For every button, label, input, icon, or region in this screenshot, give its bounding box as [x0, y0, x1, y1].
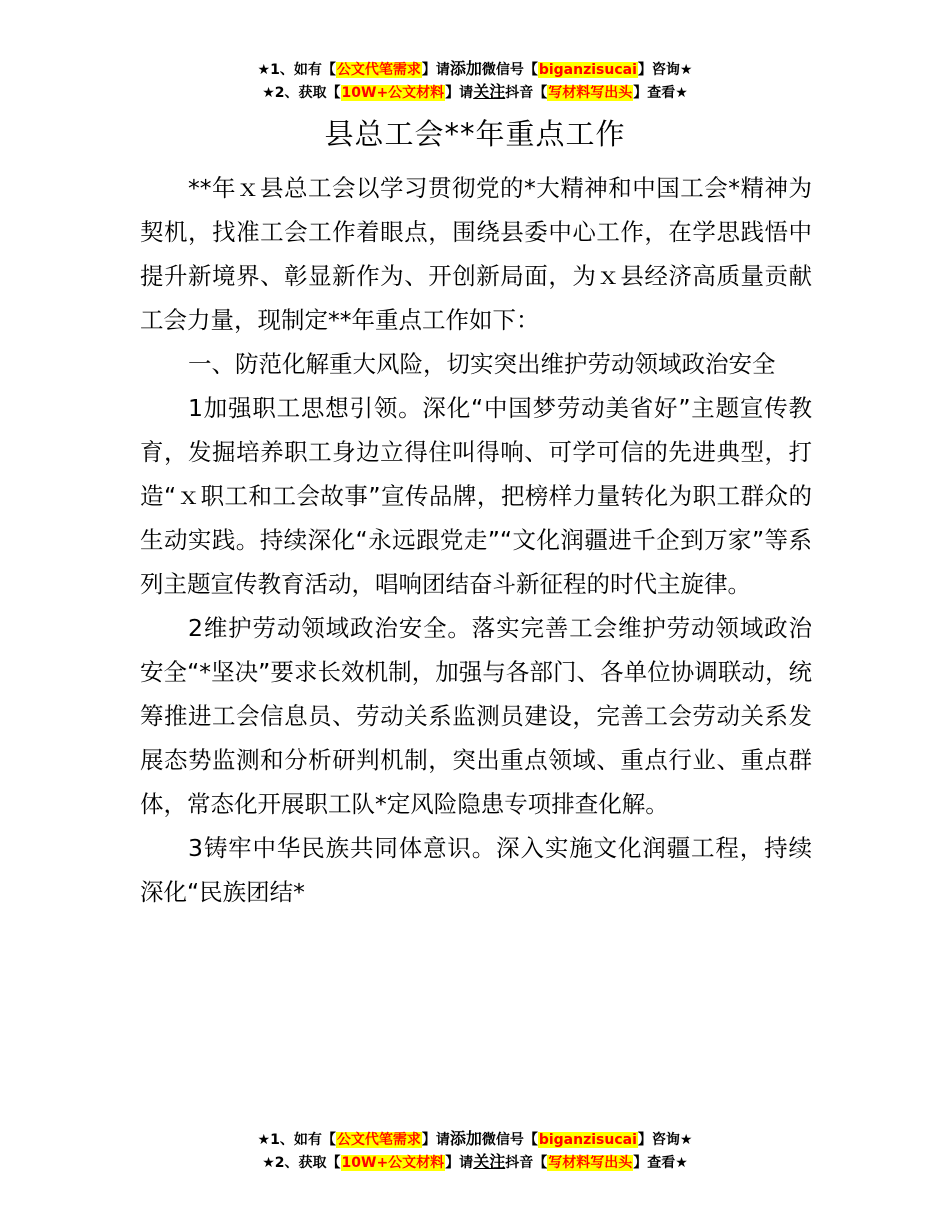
banner-text: 抖音【 — [505, 1155, 548, 1171]
banner-highlight: 10W+公文材料 — [341, 1155, 445, 1171]
paragraph: **年ｘ县总工会以学习贯彻党的*大精神和中国工会*精神为契机，找准工会工作着眼点，围绕县委中心工作，在学思践悟中提升新境界、彰显新作为、开创新局面，为ｘ县经济高质量贡献工会力量，现制定**年重点工作如下： — [140, 174, 812, 334]
banner-emphasis: 关注 — [473, 1152, 506, 1171]
section-heading: 一、防范化解重大风险，切实突出维护劳动领域政治安全 — [188, 350, 776, 378]
banner-text: 微信号【 — [481, 1132, 538, 1148]
footer-banner — [0, 1128, 950, 1174]
banner-line-1 — [0, 58, 950, 81]
banner-highlight: biganzisucai — [538, 1132, 637, 1148]
banner-highlight: 公文代笔需求 — [336, 62, 421, 78]
banner-text: 】请 — [421, 62, 450, 78]
banner-text: 】咨询★ — [637, 1132, 693, 1148]
document-title: 县总工会**年重点工作 — [324, 117, 626, 151]
document-body — [140, 166, 812, 914]
banner-text: ★2、获取【 — [262, 1155, 341, 1171]
paragraph: 3铸牢中华民族共同体意识。深入实施文化润疆工程，持续深化“民族团结* — [140, 834, 812, 906]
paragraph: 2维护劳动领域政治安全。落实完善工会维护劳动领域政治安全“*坚决”要求长效机制，加强与各部门、各单位协调联动，统筹推进工会信息员、劳动关系监测员建设，完善工会劳动关系发展态势监测和分析研判机制，突出重点领域、重点行业、重点群体，常态化开展职工队*定风险隐患专项排查化解。 — [140, 614, 812, 818]
banner-text: ★1、如有【 — [257, 1132, 336, 1148]
banner-text: 】咨询★ — [637, 62, 693, 78]
banner-line-2 — [0, 1151, 950, 1174]
banner-text: 】请 — [445, 1155, 474, 1171]
banner-text: ★1、如有【 — [257, 62, 336, 78]
paragraph: 1加强职工思想引领。深化“中国梦劳动美省好”主题宣传教育，发掘培养职工身边立得住叫得响、可学可信的先进典型，打造“ｘ职工和工会故事”宣传品牌，把榜样力量转化为职工群众的生动实践。持续深化“永远跟党走”“文化润疆进千企到万家”等系列主题宣传教育活动，唱响团结奋斗新征程的时代主旋律。 — [140, 394, 812, 598]
banner-text: 】查看★ — [633, 85, 688, 101]
banner-highlight: 写材料写出头 — [548, 85, 633, 101]
banner-text: 抖音【 — [505, 85, 548, 101]
banner-text: ★2、获取【 — [262, 85, 341, 101]
banner-line-2 — [0, 81, 950, 104]
banner-highlight: 公文代笔需求 — [336, 1132, 421, 1148]
banner-highlight: 写材料写出头 — [548, 1155, 633, 1171]
banner-emphasis: 关注 — [473, 82, 506, 101]
banner-text: 】请 — [445, 85, 474, 101]
banner-highlight: 10W+公文材料 — [341, 85, 445, 101]
banner-text: 】查看★ — [633, 1155, 688, 1171]
banner-text: 】请 — [421, 1132, 450, 1148]
banner-text: 微信号【 — [481, 62, 538, 78]
banner-line-1 — [0, 1128, 950, 1151]
header-banner — [0, 58, 950, 104]
banner-emphasis: 添加 — [449, 1129, 482, 1148]
banner-highlight: biganzisucai — [538, 62, 637, 78]
banner-emphasis: 添加 — [449, 59, 482, 78]
